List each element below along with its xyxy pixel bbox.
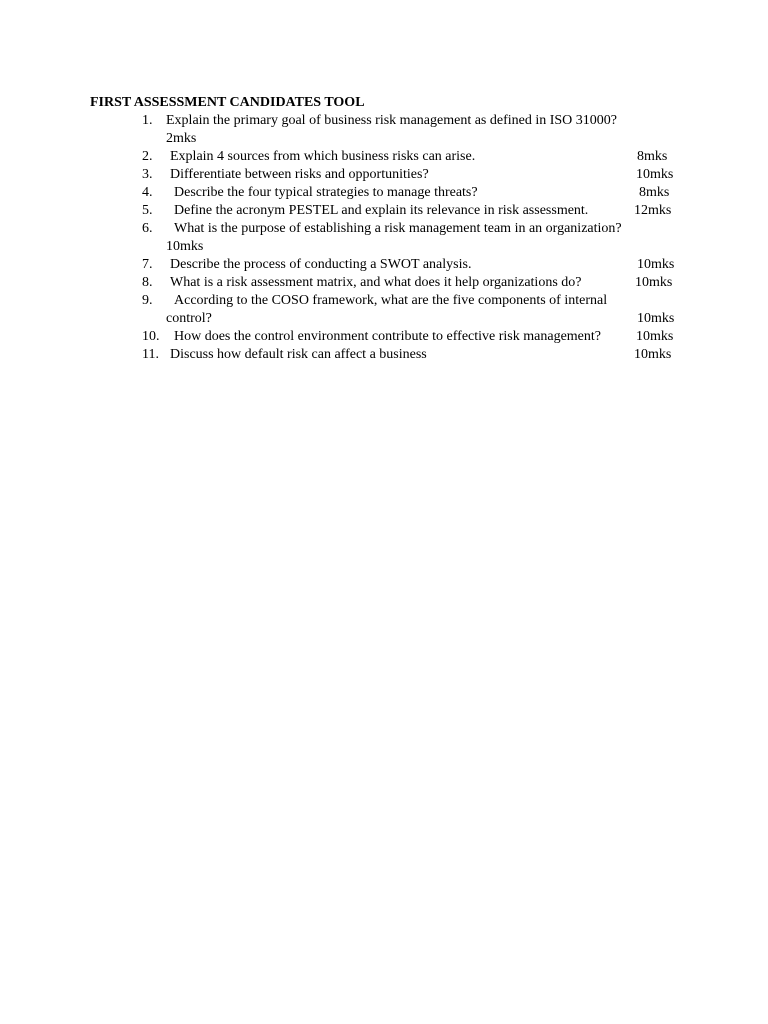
question-marks: 8mks bbox=[639, 185, 670, 200]
question-number: 4. bbox=[142, 185, 153, 200]
question-marks: 12mks bbox=[634, 203, 672, 218]
question-item bbox=[0, 112, 768, 148]
question-text: Describe the four typical strategies to manage threats? bbox=[174, 185, 478, 200]
question-item bbox=[0, 148, 768, 166]
question-item bbox=[0, 202, 768, 220]
question-text: Differentiate between risks and opportunities? bbox=[170, 167, 429, 182]
question-item bbox=[0, 274, 768, 292]
question-text: Describe the process of conducting a SWOT analysis. bbox=[170, 257, 472, 272]
document-title: FIRST ASSESSMENT CANDIDATES TOOL bbox=[90, 95, 365, 110]
question-item bbox=[0, 292, 768, 328]
question-item bbox=[0, 184, 768, 202]
question-marks: 10mks bbox=[166, 239, 204, 254]
question-text: How does the control environment contribute to effective risk management? bbox=[174, 329, 601, 344]
question-number: 2. bbox=[142, 149, 153, 164]
question-number: 11. bbox=[142, 347, 159, 362]
question-text-continued: control? bbox=[166, 311, 212, 326]
question-marks: 10mks bbox=[636, 167, 674, 182]
question-marks: 2mks bbox=[166, 131, 197, 146]
question-marks: 10mks bbox=[636, 329, 674, 344]
question-number: 6. bbox=[142, 221, 153, 236]
question-item bbox=[0, 220, 768, 256]
question-text: According to the COSO framework, what are the five components of internal bbox=[174, 293, 608, 308]
question-item bbox=[0, 328, 768, 346]
question-number: 7. bbox=[142, 257, 153, 272]
question-number: 10. bbox=[142, 329, 160, 344]
question-text: Define the acronym PESTEL and explain its relevance in risk assessment. bbox=[174, 203, 589, 218]
question-marks: 10mks bbox=[635, 275, 673, 290]
question-number: 8. bbox=[142, 275, 153, 290]
question-number: 5. bbox=[142, 203, 153, 218]
question-number: 1. bbox=[142, 113, 153, 128]
question-marks: 10mks bbox=[634, 347, 672, 362]
question-marks: 10mks bbox=[637, 311, 675, 326]
question-text: Discuss how default risk can affect a business bbox=[170, 347, 427, 362]
question-marks: 8mks bbox=[637, 149, 668, 164]
question-text: What is the purpose of establishing a risk management team in an organization? bbox=[174, 221, 622, 236]
question-list bbox=[0, 112, 768, 364]
question-text: Explain the primary goal of business risk management as defined in ISO 31000? bbox=[166, 113, 618, 128]
question-number: 3. bbox=[142, 167, 153, 182]
question-item bbox=[0, 346, 768, 364]
question-text: Explain 4 sources from which business risks can arise. bbox=[170, 149, 476, 164]
question-text: What is a risk assessment matrix, and what does it help organizations do? bbox=[170, 275, 582, 290]
question-number: 9. bbox=[142, 293, 153, 308]
question-item bbox=[0, 256, 768, 274]
question-marks: 10mks bbox=[637, 257, 675, 272]
question-item bbox=[0, 166, 768, 184]
